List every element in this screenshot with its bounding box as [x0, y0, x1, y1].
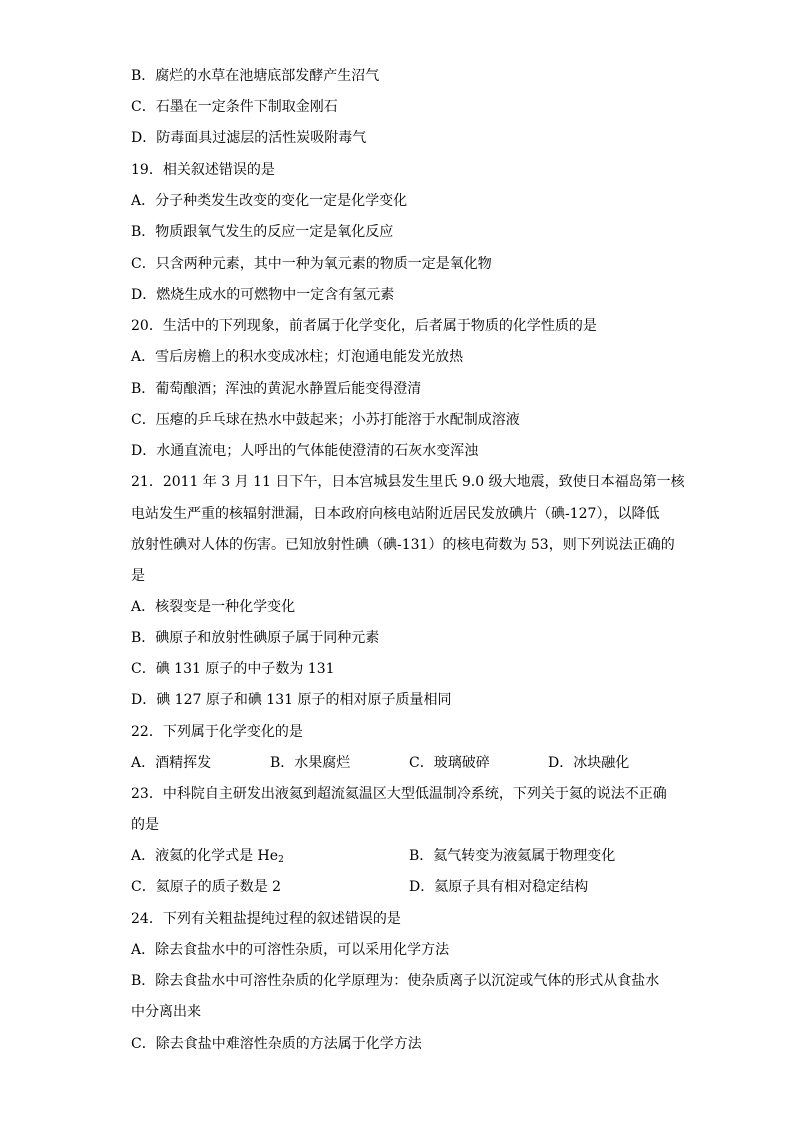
q24-option-c: C．除去食盐中难溶性杂质的方法属于化学方法 [131, 1036, 422, 1052]
q19-stem: 19．相关叙述错误的是 [131, 162, 275, 178]
q24-stem: 24．下列有关粗盐提纯过程的叙述错误的是 [131, 911, 401, 927]
q22-option-a: A．酒精挥发 [131, 755, 212, 771]
q21-stem-line4: 是 [131, 568, 145, 584]
q23-option-d: D．氦原子具有相对稳定结构 [409, 879, 589, 895]
q23-option-a-text: A．液氦的化学式是 He [131, 848, 279, 864]
q23-option-b: B．氦气转变为液氦属于物理变化 [409, 848, 616, 864]
q18-option-b: B．腐烂的水草在池塘底部发酵产生沼气 [131, 68, 380, 84]
q19-option-a: A．分子种类发生改变的变化一定是化学变化 [131, 193, 408, 209]
q22-option-c: C．玻璃破碎 [409, 755, 490, 771]
q21-option-b: B．碘原子和放射性碘原子属于同种元素 [131, 630, 380, 646]
q21-stem-line2: 电站发生严重的核辐射泄漏，日本政府向核电站附近居民发放碘片（碘-127），以降低 [131, 506, 660, 522]
q23-stem-line2: 的是 [131, 817, 159, 833]
q19-option-d: D．燃烧生成水的可燃物中一定含有氢元素 [131, 287, 395, 303]
q23-stem-line1: 23．中科院自主研发出液氦到超流氦温区大型低温制冷系统，下列关于氦的说法不正确 [131, 786, 667, 802]
q21-option-d: D．碘 127 原子和碘 131 原子的相对原子质量相同 [131, 692, 452, 708]
q19-option-c: C．只含两种元素，其中一种为氧元素的物质一定是氧化物 [131, 256, 492, 272]
q24-option-b-line1: B．除去食盐水中可溶性杂质的化学原理为：使杂质离子以沉淀或气体的形式从食盐水 [131, 973, 660, 989]
q21-stem-line1: 21．2011 年 3 月 11 日下午，日本宫城县发生里氏 9.0 级大地震，致使日本福岛第一核 [131, 474, 685, 490]
q22-option-b: B．水果腐烂 [270, 755, 351, 771]
q20-stem: 20．生活中的下列现象，前者属于化学变化，后者属于物质的化学性质的是 [131, 318, 597, 334]
q22-option-d: D．冰块融化 [548, 755, 630, 771]
q20-option-d: D．水通直流电；人呼出的气体能使澄清的石灰水变浑浊 [131, 443, 479, 459]
q21-option-c: C．碘 131 原子的中子数为 131 [131, 661, 335, 677]
q23-option-c: C．氦原子的质子数是 2 [131, 879, 282, 895]
q20-option-b: B．葡萄酿酒；浑浊的黄泥水静置后能变得澄清 [131, 381, 422, 397]
q22-stem: 22．下列属于化学变化的是 [131, 724, 303, 740]
q19-option-b: B．物质跟氧气发生的反应一定是氧化反应 [131, 224, 394, 240]
q23-option-a-subscript: 2 [278, 855, 284, 865]
q18-option-d: D．防毒面具过滤层的活性炭吸附毒气 [131, 130, 367, 146]
q21-stem-line3: 放射性碘对人体的伤害。已知放射性碘（碘-131）的核电荷数为 53，则下列说法正确的 [131, 537, 675, 553]
q23-option-a [131, 847, 284, 869]
q18-option-c: C．石墨在一定条件下制取金刚石 [131, 99, 338, 115]
q20-option-a: A．雪后房檐上的积水变成冰柱；灯泡通电能发光放热 [131, 349, 464, 365]
q21-option-a: A．核裂变是一种化学变化 [131, 599, 296, 615]
q20-option-c: C．压瘪的乒乓球在热水中鼓起来；小苏打能溶于水配制成溶液 [131, 412, 520, 428]
q24-option-b-line2: 中分离出来 [131, 1004, 201, 1020]
q24-option-a: A．除去食盐水中的可溶性杂质，可以采用化学方法 [131, 942, 450, 958]
